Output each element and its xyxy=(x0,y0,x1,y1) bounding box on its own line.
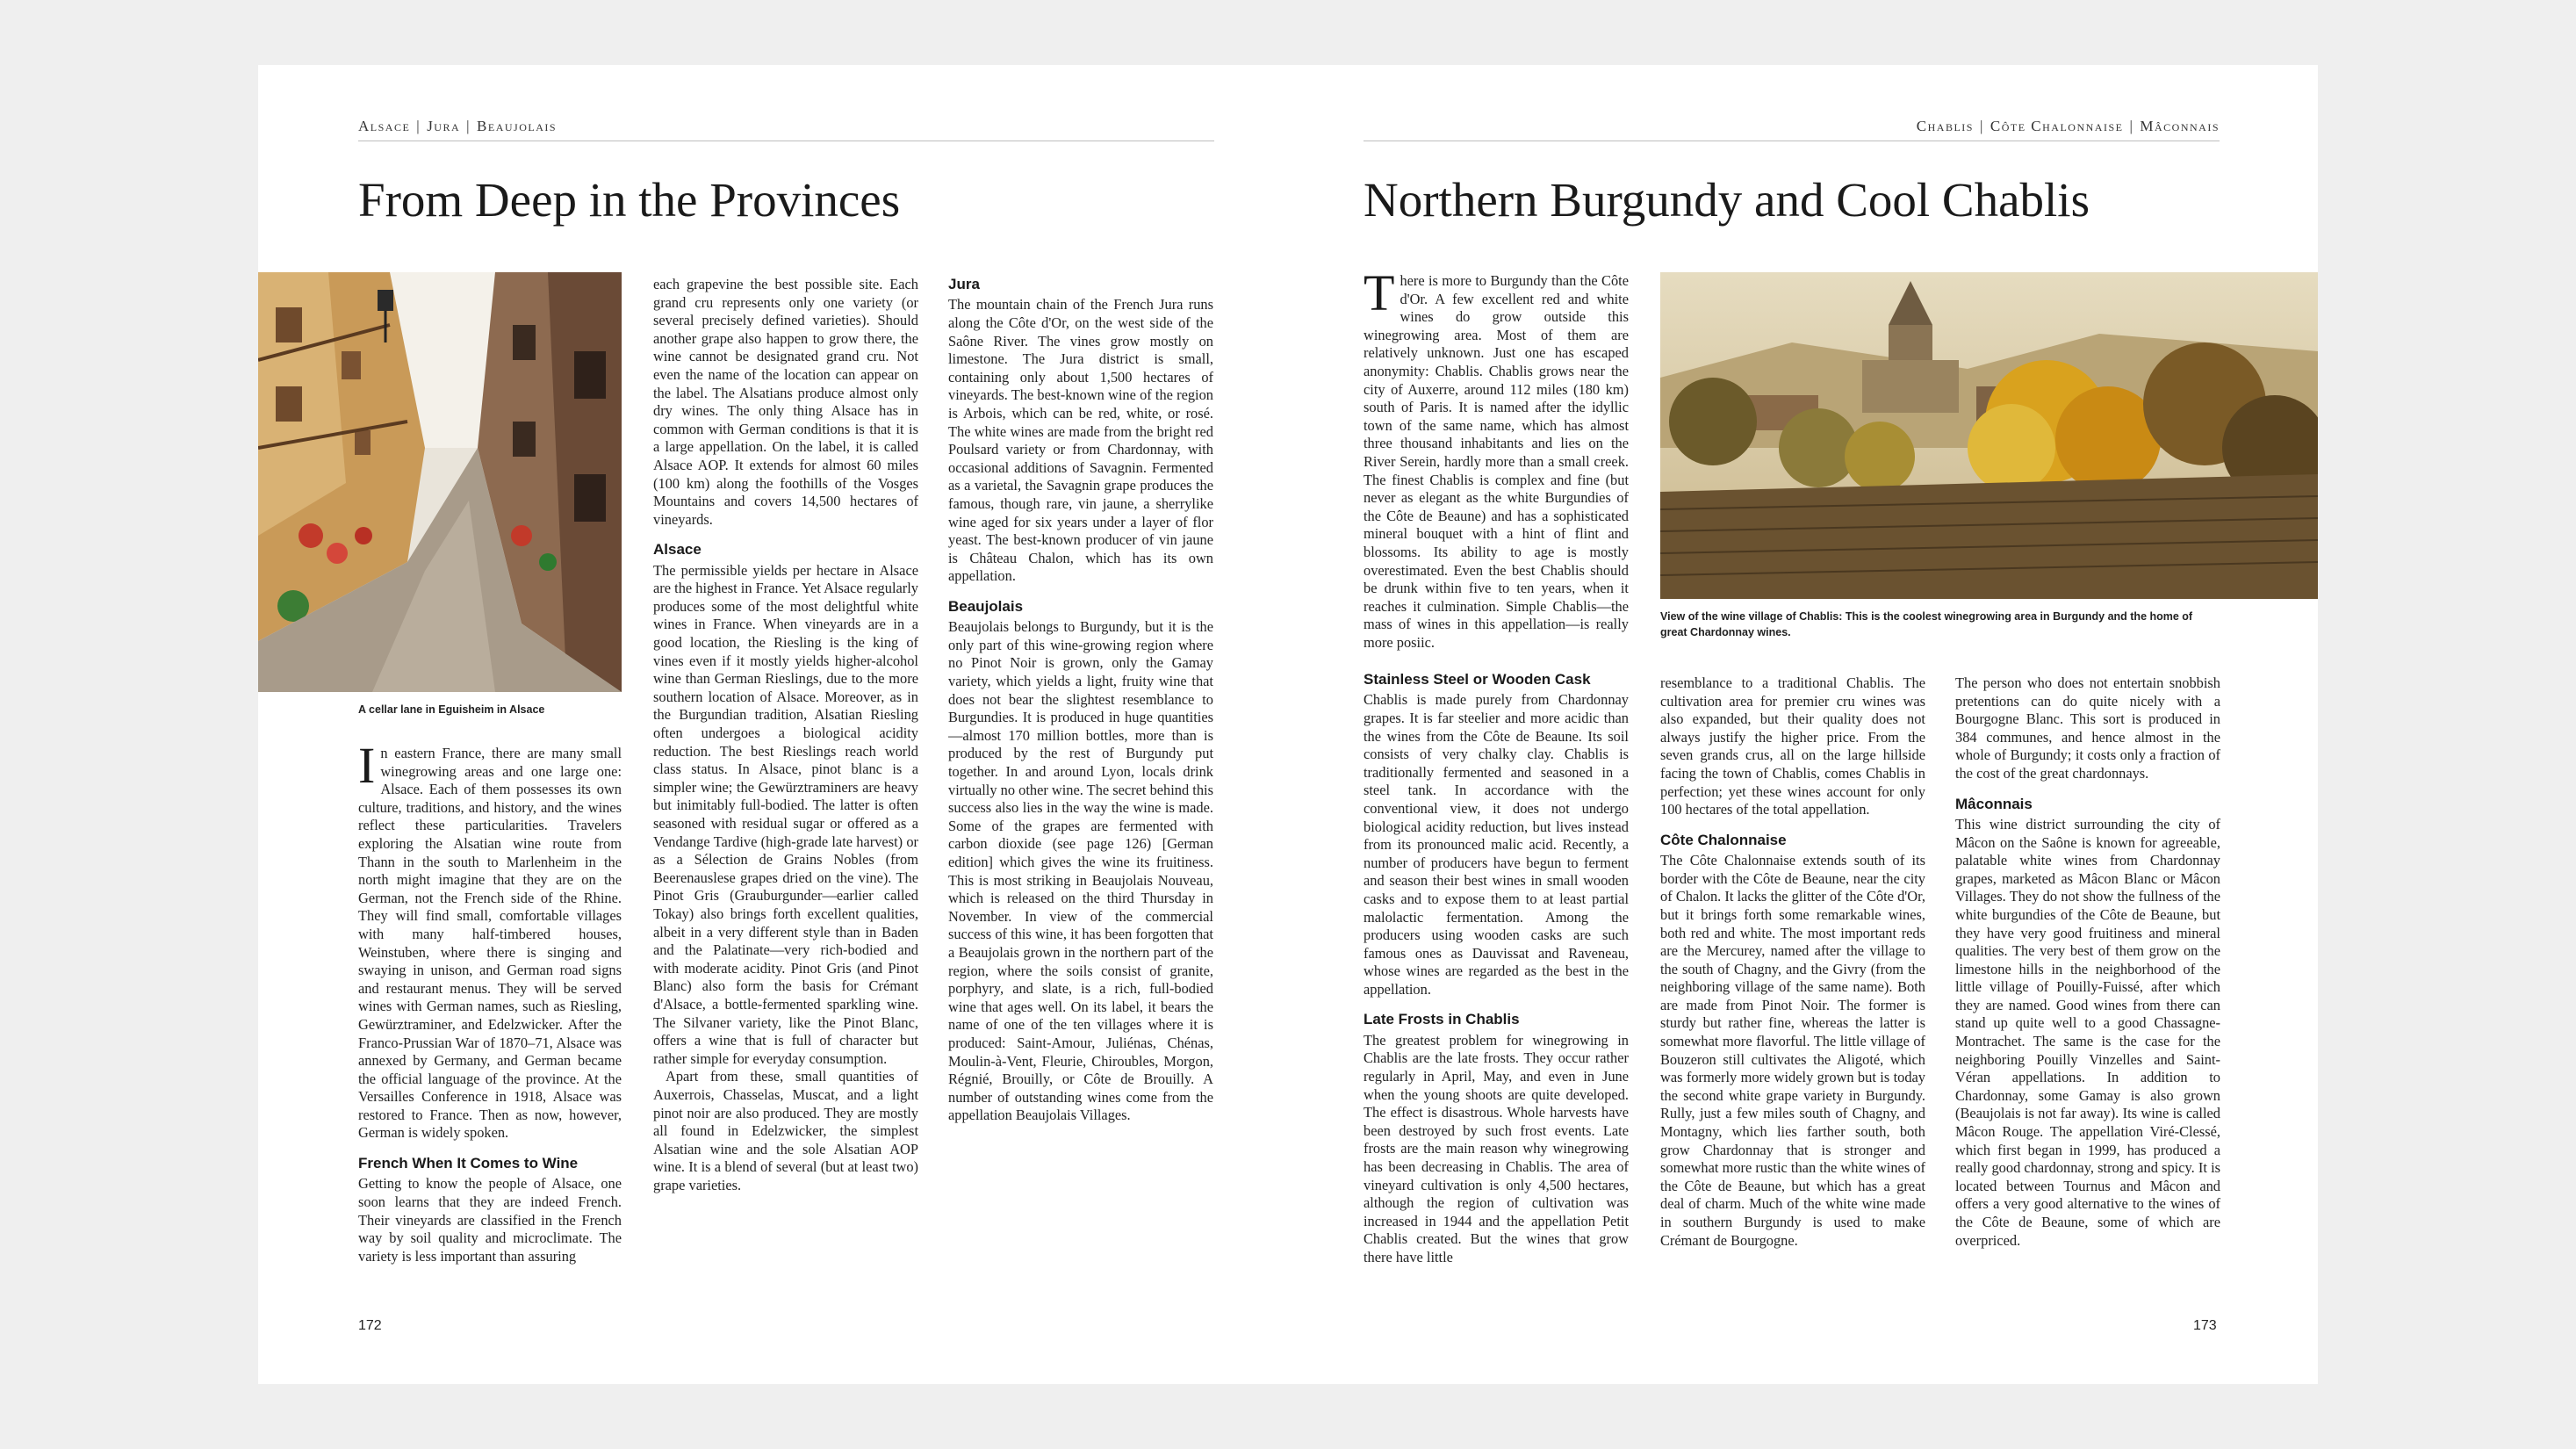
page-number-right: 173 xyxy=(2193,1318,2217,1333)
page-number-left: 172 xyxy=(358,1318,382,1333)
page-title-right: Northern Burgundy and Cool Chablis xyxy=(1364,173,2090,227)
section-heading: Late Frosts in Chablis xyxy=(1364,1011,1520,1028)
left-column-1: In eastern France, there are many small winegrowing areas and one large one: Alsace. Each of them possesses its own culture, traditions, and history, and the wines reflect these particularities. Travelers exploring the Alsatian wine route from Thann in the south to Marlenheim in the north might imagine that they are on the German, not the French side of the Rhine. They will find small, comfortable villages with many half-timbered houses, Weinstuben, where there is singing and swaying in unison, and German road signs and restaurant menus. They will be served wines with German names, such as Riesling, Gewürztraminer, and Edelzwicker. After the Franco-Prussian War of 1870–71, Alsace was annexed by Germany, and German became the official language of the province. At the Versailles Conference in 1918, Alsace was restored to France. Then as now, however, German is widely spoken. French When It Comes to Wine Getting to know the people of Alsace, one soon learns that they are indeed French. Their vineyards are classified in the French way by soil quality and microclimate. The variety is less important than assuring xyxy=(358,745,622,1265)
photo-caption-right: View of the wine village of Chablis: This is the coolest winegrowing area in Burgundy and the home of great Chardonnay wines. xyxy=(1660,610,2193,638)
section-heading: Mâconnais xyxy=(1955,795,2033,812)
page-title-left: From Deep in the Provinces xyxy=(358,173,901,227)
dropcap: I xyxy=(358,745,376,794)
section-heading: Jura xyxy=(948,276,980,292)
right-column-1-intro: There is more to Burgundy than the Côte d'Or. A few excellent red and white wines do grow outside this winegrowing area. Most of them are relatively unknown. Just one has escaped anonymity: Chablis. Chablis grows near the city of Auxerre, around 112 miles (180 km) south of Paris. It is named after the idyllic town of the same name, which has almost three thousand inhabitants and lies on the River Serein, hardly more than a small creek. The finest Chablis is complex and fine (but never as elegant as the white Burgundies of the Côte de Beaune) and has a sophisticated mineral bouquet with a hint of flint and blossoms. Its ability to age is mostly overestimated. Even the best Chablis should be drunk within five to ten years, when it reaches it culmination. Simple Chablis—the mass of wines in this appellation—is really more posiic. xyxy=(1364,272,1629,651)
section-heading: French When It Comes to Wine xyxy=(358,1155,579,1172)
running-head-right: Chablis | Côte Chalonnaise | Mâconnais xyxy=(1364,118,2220,141)
right-column-3: The person who does not entertain snobbish pretentions can do quite nicely with a Bourgogne Blanc. This sort is produced in 384 communes, and hence almost in the whole of Burgundy; it costs only a fraction of the cost of the great chardonnays. Mâconnais This wine district surrounding the city of Mâcon on the Saône is known for agreeable, palatable white wines from Chardonnay grapes, marketed as Mâcon Blanc or Mâcon Villages. They do not show the fullness of the white burgundies of the Côte de Beaune, but they have very good fruitiness and mineral qualities. The very best of them grow on the limestone hills in the neighborhood of the little village of Pouilly-Fuissé, after which they are named. Good wines from there can stand up quite well to a good Chassagne-Montrachet. The same is the case for the neighboring Pouilly Vinzelles and Saint-Véran appellations. In addition to Chardonnay, some Gamay is also grown (Beaujolais is not far away). Its wine is called Mâcon Rouge. The appellation Viré-Clessé, which first began in 1999, has produced a really good chardonnay, strong and spicy. It is located between Tournus and Mâcon and offers a very good alternative to the wines of the Côte de Beaune, some of which are overpriced. xyxy=(1955,674,2220,1249)
left-column-2: each grapevine the best possible site. Each grand cru represents only one variety (or several precisely defined varieties). Should another grape also happen to grow there, the wine cannot be designated grand cru. Not even the name of the location can appear on the label. The Alsatians produce almost only dry wines. The only thing Alsace has in common with German conditions is that it is a large appellation. On the label, it is called Alsace AOP. It extends for almost 60 miles (100 km) along the foothills of the Vosges Mountains and covers 14,500 hectares of vineyards. Alsace The permissible yields per hectare in Alsace are the highest in France. Yet Alsace regularly produces some of the most delightful white wines in France. When vineyards are in a good location, the Riesling is the king of vines even if it mostly yields higher-alcohol wine than German Rieslings, due to the more southern location of Alsace. Moreover, as in the Burgundian tradition, Alsatian Riesling often undergoes a biological acidity reduction. The best Rieslings reach world class status. In Alsace, pinot blanc is a simpler wine; the Gewürztraminers are heavy but inimitably full-bodied. The latter is often seasoned with residual sugar or offered as a Vendange Tardive (high-grade late harvest) or as a Sélection de Grains Nobles (from Beerenauslese grapes dried on the vine). The Pinot Gris (Grauburgunder—earlier called Tokay) also brings forth excellent qualities, albeit in a very different style than in Baden and the Palatinate—very rich-bodied and with moderate acidity. Pinot Gris (and Pinot Blanc) also form the basis for Crémant d'Alsace, a bottle-fermented sparkling wine. The Silvaner variety, like the Pinot Blanc, offers a wine that is full of character but rather simple for everyday consumption. Apart from these, small quantities of Auxerrois, Chasselas, Muscat, and a light pinot noir are also produced. They are mostly all found in Edelzwicker, the simplest Alsatian wine and the sole Alsatian AOP wine. It is a blend of several (but at least two) grape varieties. xyxy=(653,276,918,1193)
photo-alsace-lane xyxy=(258,272,622,692)
photo-caption-left: A cellar lane in Eguisheim in Alsace xyxy=(358,703,545,716)
book-spread xyxy=(258,65,2318,1384)
right-column-2: resemblance to a traditional Chablis. The cultivation area for premier cru wines was also expanded, but their quality does not always justify the higher price. From the seven grands crus, all on the large hillside facing the town of Chablis, comes Chablis in perfection; yet these wines account for only 100 hectares of the total appellation. Côte Chalonnaise The Côte Chalonnaise extends south of its border with the Côte de Beaune, near the city of Chalon. It lacks the glitter of the Côte d'Or, but it brings forth some remarkable wines, both red and white. The most important reds are the Mercurey, named after the village to the south of Chagny, and the Givry (from the neighboring village of the same name). Both are made from Pinot Noir. The former is sturdy but rather fine, whereas the latter is somewhat more flavorful. The little village of Bouzeron still cultivates the Aligoté, which was formerly more widely grown but is today the second white grape variety in Burgundy. Rully, just a few miles south of Chagny, and Montagny, which lies farther south, both grow Chardonnay that is stronger and somewhat more rustic than the white wines of the Côte de Beaune, but which has a great deal of charm. Much of the white wine made in southern Burgundy is used to make Crémant de Bourgogne. xyxy=(1660,674,1925,1249)
section-heading: Stainless Steel or Wooden Cask xyxy=(1364,671,1591,688)
section-heading: Alsace xyxy=(653,541,702,559)
left-column-3: Jura The mountain chain of the French Jura runs along the Côte d'Or, on the west side of the Saône River. The vines grow mostly on limestone. The Jura district is small, containing only about 1,500 hectares of vineyards. The best-known wine of the region is Arbois, which can be red, white, or rosé. The white wines are made from the bright red Poulsard variety or from Chardonnay, with occasional additions of Savagnin. Fermented as a varietal, the Savagnin grape produces the famous, though rare, vin jaune, a sherrylike wine aged for six years under a layer of flor yeast. The best-known producer of vin jaune is Château Chalon, which has its own appellation. Beaujolais Beaujolais belongs to Burgundy, but it is the only part of this wine-growing region where no Pinot Noir is grown, only the Gamay variety, which yields a light, fruity wine that does not bear the slightest resemblance to Burgundies. It is produced in huge quantities—almost 170 million bottles, more than is produced by the rest of Burgundy put together. In and around Lyon, locals drink virtually no other wine. The secret behind this success also lies in the way the wine is made. Some of the grapes are fermented with carbon dioxide (see page 126) [German edition] which gives the wine its fruitiness. This is most striking in Beaujolais Nouveau, which is released on the third Thursday in November. In view of the commercial success of this wine, it has been forgotten that a Beaujolais grown in the northern part of the region, where the soils consist of granite, porphyry, and slate, is a rich, full-bodied wine that ages well. On its label, it bears the name of one of the ten villages where it is produced: Saint-Amour, Juliénas, Chénas, Moulin-à-Vent, Fleurie, Chiroubles, Morgon, Régnié, Brouilly, or Côte de Brouilly. A number of outstanding wines come from the appellation Beaujolais Villages. xyxy=(948,276,1213,1124)
photo-chablis-village xyxy=(1660,272,2318,599)
section-heading: Côte Chalonnaise xyxy=(1660,831,1787,848)
dropcap: T xyxy=(1364,272,1395,321)
section-heading: Beaujolais xyxy=(948,597,1024,615)
right-column-1: Stainless Steel or Wooden Cask Chablis is made purely from Chardonnay grapes. It is far steelier and more acidic than the wines from the Côte de Beaune. Its soil consists of very chalky clay. Chablis is traditionally fermented and seasoned in a steel tank. In accordance with the conventional view, it does not undergo biological acidity reduction, but lives instead from its pronounced malic acid. Recently, a number of producers have begun to ferment and season their best wines in small wooden casks and to expose them to at least partial malolactic fermentation. Among the producers using wooden casks are such famous ones as Dauvissat and Raveneau, whose wines are regarded as the best in the appellation. Late Frosts in Chablis The greatest problem for winegrowing in Chablis are the late frosts. They occur rather regularly in April, May, and even in June when the young shoots are quite developed. The effect is disastrous. Whole harvests have been destroyed by such frost events. Late frosts are the main reason why winegrowing has been decreasing in Chablis. The area of vineyard cultivation is only 4,500 hectares, although the region of cultivation was increased in 1944 and the appellation Petit Chablis created. But the wines that grow there have little xyxy=(1364,671,1629,1265)
running-head-left: Alsace | Jura | Beaujolais xyxy=(358,118,1214,141)
